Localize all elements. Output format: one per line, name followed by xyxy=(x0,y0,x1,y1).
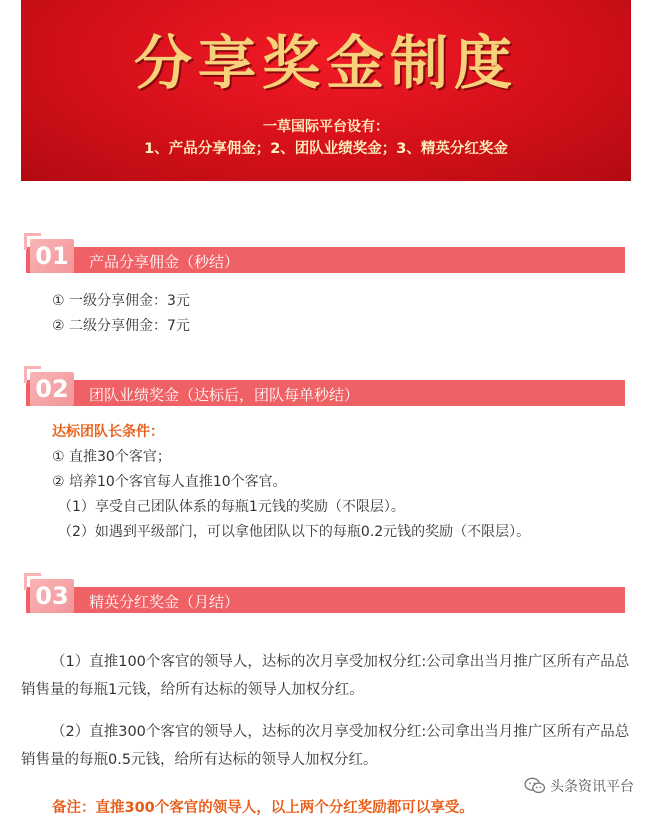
list-item: （2）如遇到平级部门，可以拿他团队以下的每瓶0.2元钱的奖励（不限层）。 xyxy=(58,524,531,540)
wechat-icon xyxy=(524,777,546,795)
paragraph: （2）直推300个客官的领导人，达标的次月享受加权分红:公司拿出当月推广区所有产品总销售量的每瓶0.5元钱，给所有达标的领导人加权分红。 xyxy=(21,724,630,768)
section-title-02: 团队业绩奖金（达标后，团队每单秒结） xyxy=(89,386,360,404)
list-item: ② 培养10个客官每人直推10个客官。 xyxy=(52,474,287,490)
watermark-text: 头条资讯平台 xyxy=(550,779,634,795)
banner-title: 分享奖金制度 xyxy=(133,29,518,97)
list-item: ① 一级分享佣金：3元 xyxy=(52,293,190,309)
banner-subtitle: 一草国际平台设有： xyxy=(263,119,389,135)
banner-program-list: 1、产品分享佣金；2、团队业绩奖金；3、精英分红奖金 xyxy=(144,141,508,157)
section-title-03: 精英分红奖金（月结） xyxy=(89,593,240,611)
note: 备注：直推300个客官的领导人，以上两个分红奖励都可以享受。 xyxy=(52,800,474,816)
section-number-03: 03 xyxy=(30,579,74,613)
list-item: ① 直推30个客官； xyxy=(52,449,171,465)
section-number-01: 01 xyxy=(30,239,74,273)
header-banner xyxy=(21,0,631,181)
section-title-01: 产品分享佣金（秒结） xyxy=(89,253,240,271)
paragraph: （1）直推100个客官的领导人，达标的次月享受加权分红:公司拿出当月推广区所有产品总销售量的每瓶1元钱，给所有达标的领导人加权分红。 xyxy=(21,654,630,698)
list-item: ② 二级分享佣金：7元 xyxy=(52,318,190,334)
condition-heading: 达标团队长条件： xyxy=(52,424,164,440)
list-item: （1）享受自己团队体系的每瓶1元钱的奖励（不限层）。 xyxy=(58,499,405,515)
watermark xyxy=(524,776,634,796)
section-number-02: 02 xyxy=(30,372,74,406)
